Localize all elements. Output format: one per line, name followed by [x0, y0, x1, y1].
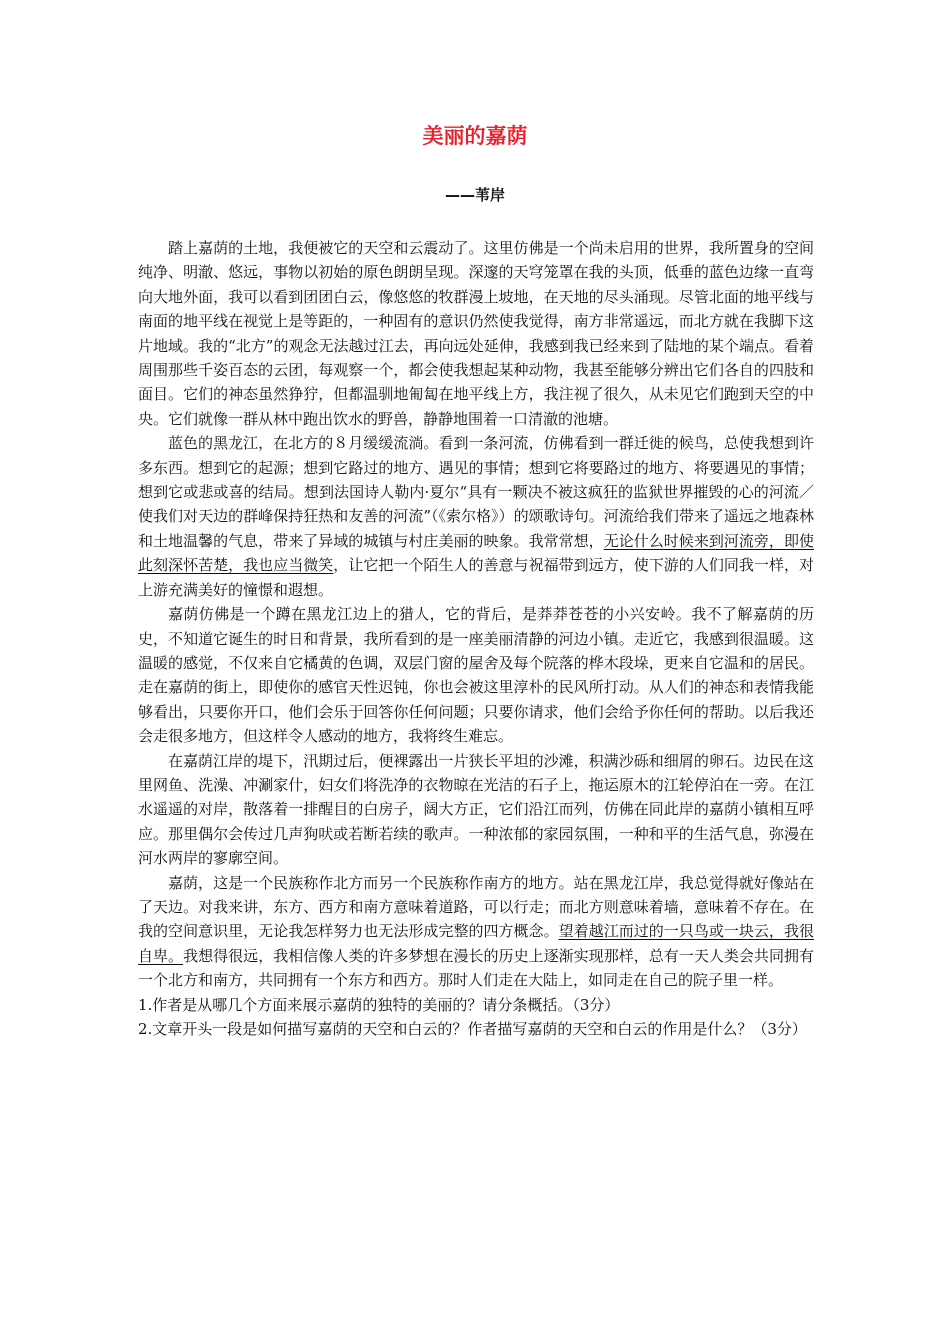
article-author: ——苇岸	[444, 186, 505, 204]
article-body	[138, 236, 814, 1041]
paragraph-4: 在嘉荫江岸的堤下，汛期过后，便裸露出一片狭长平坦的沙滩，积满沙砾和细屑的卵石。边民在这里网鱼、洗澡、冲涮家什，妇女们将洗净的衣物晾在光洁的石子上，拖运原木的江轮停泊在一旁。在江水遥遥的对岸，散落着一排醒目的白房子，阔大方正，它们沿江而列，仿佛在同此岸的嘉荫小镇相互呼应。那里偶尔会传过几声狗吠或若断若续的歌声。一种浓郁的家园氛围，一种和平的生活气息，弥漫在河水两岸的寥廓空间。	[138, 751, 814, 868]
question-1: 1.作者是从哪几个方面来展示嘉荫的独特的美丽的？请分条概括。（3分）	[138, 995, 620, 1014]
paragraph-5-text-end: 我想得很远，我相信像人类的许多梦想在漫长的历史上逐渐实现那样，总有一天人类会共同拥有一个北方和南方，共同拥有一个东方和西方。那时人们走在大陆上，如同走在自己的院子里一样。	[138, 946, 814, 990]
question-list	[138, 993, 814, 1042]
article-title: 美丽的嘉荫	[422, 124, 528, 148]
paragraph-5-text: 嘉荫，这是一个民族称作北方而另一个民族称作南方的地方。站在黑龙江岸，我总觉得就好像站在了天边。对我来讲，东方、西方和南方意味着道路，可以行走；而北方则意味着墙，意味着不存在。在我的空间意识里，无论我怎样努力也无法形成完整的四方概念。	[138, 873, 814, 941]
paragraph-1: 踏上嘉荫的土地，我便被它的天空和云震动了。这里仿佛是一个尚未启用的世界，我所置身的空间纯净、明澈、悠远，事物以初始的原色朗朗呈现。深邃的天穹笼罩在我的头顶，低垂的蓝色边缘一直弯向大地外面，我可以看到团团白云，像悠悠的牧群漫上坡地，在天地的尽头涌现。尽管北面的地平线与南面的地平线在视觉上是等距的，一种固有的意识仍然使我觉得，南方非常遥远，而北方就在我脚下这片地域。我的“北方”的观念无法越过江去，再向远处延伸，我感到我已经来到了陆地的某个端点。看着周围那些千姿百态的云团，每观察一个，都会使我想起某种动物，我甚至能够分辨出它们各自的四肢和面目。它们的神态虽然狰狞，但都温驯地匍匐在地平线上方，我注视了很久，从未见它们跑到天空的中央。它们就像一群从林中跑出饮水的野兽，静静地围着一口清澈的池塘。	[138, 239, 814, 428]
paragraph-3: 嘉荫仿佛是一个蹲在黑龙江边上的猎人，它的背后，是莽莽苍苍的小兴安岭。我不了解嘉荫的历史，不知道它诞生的时日和背景，我所看到的是一座美丽清静的河边小镇。走近它，我感到很温暖。这温暖的感觉，不仅来自它橘黄的色调，双层门窗的屋舍及每个院落的桦木段垛，更来自它温和的居民。走在嘉荫的街上，即使你的感官天性迟钝，你也会被这里淳朴的民风所打动。从人们的神态和表情我能够看出，只要你开口，他们会乐于回答你任何问题；只要你请求，他们会给予你任何的帮助。以后我还会走很多地方，但这样令人感动的地方，我将终生难忘。	[138, 605, 814, 746]
paragraph-2-text-end: ，让它把一个陌生人的善意与祝福带到远方，使下游的人们同我一样，对上游充满美好的憧憬和遐想。	[138, 556, 814, 599]
question-2: 2.文章开头一段是如何描写嘉荫的天空和白云的？作者描写嘉荫的天空和白云的作用是什么？（3分）	[138, 1020, 807, 1038]
paragraph-2-text: 蓝色的黑龙江，在北方的８月缓缓流淌。看到一条河流，仿佛看到一群迁徙的候鸟，总使我想到许多东西。想到它的起源；想到它路过的地方、遇见的事情；想到它将要路过的地方、将要遇见的事情；想到它或悲或喜的结局。想到法国诗人勒内·夏尔“具有一颗决不被这疯狂的监狱世界摧毁的心的河流／使我们对天边的群峰保持狂热和友善的河流”（《索尔格》）的颂歌诗句。河流给我们带来了遥远之地森林和土地温馨的气息，带来了异域的城镇与村庄美丽的映象。我常常想，	[138, 434, 814, 550]
underlined-sentence: 无论什么时候来到河流旁，即使此刻深怀苦楚，我也应当微笑	[138, 531, 814, 575]
paragraph-5	[138, 871, 814, 993]
underlined-sentence: 望着越江而过的一只鸟或一块云，我很自卑。	[138, 922, 814, 965]
paragraph-2	[138, 431, 814, 602]
